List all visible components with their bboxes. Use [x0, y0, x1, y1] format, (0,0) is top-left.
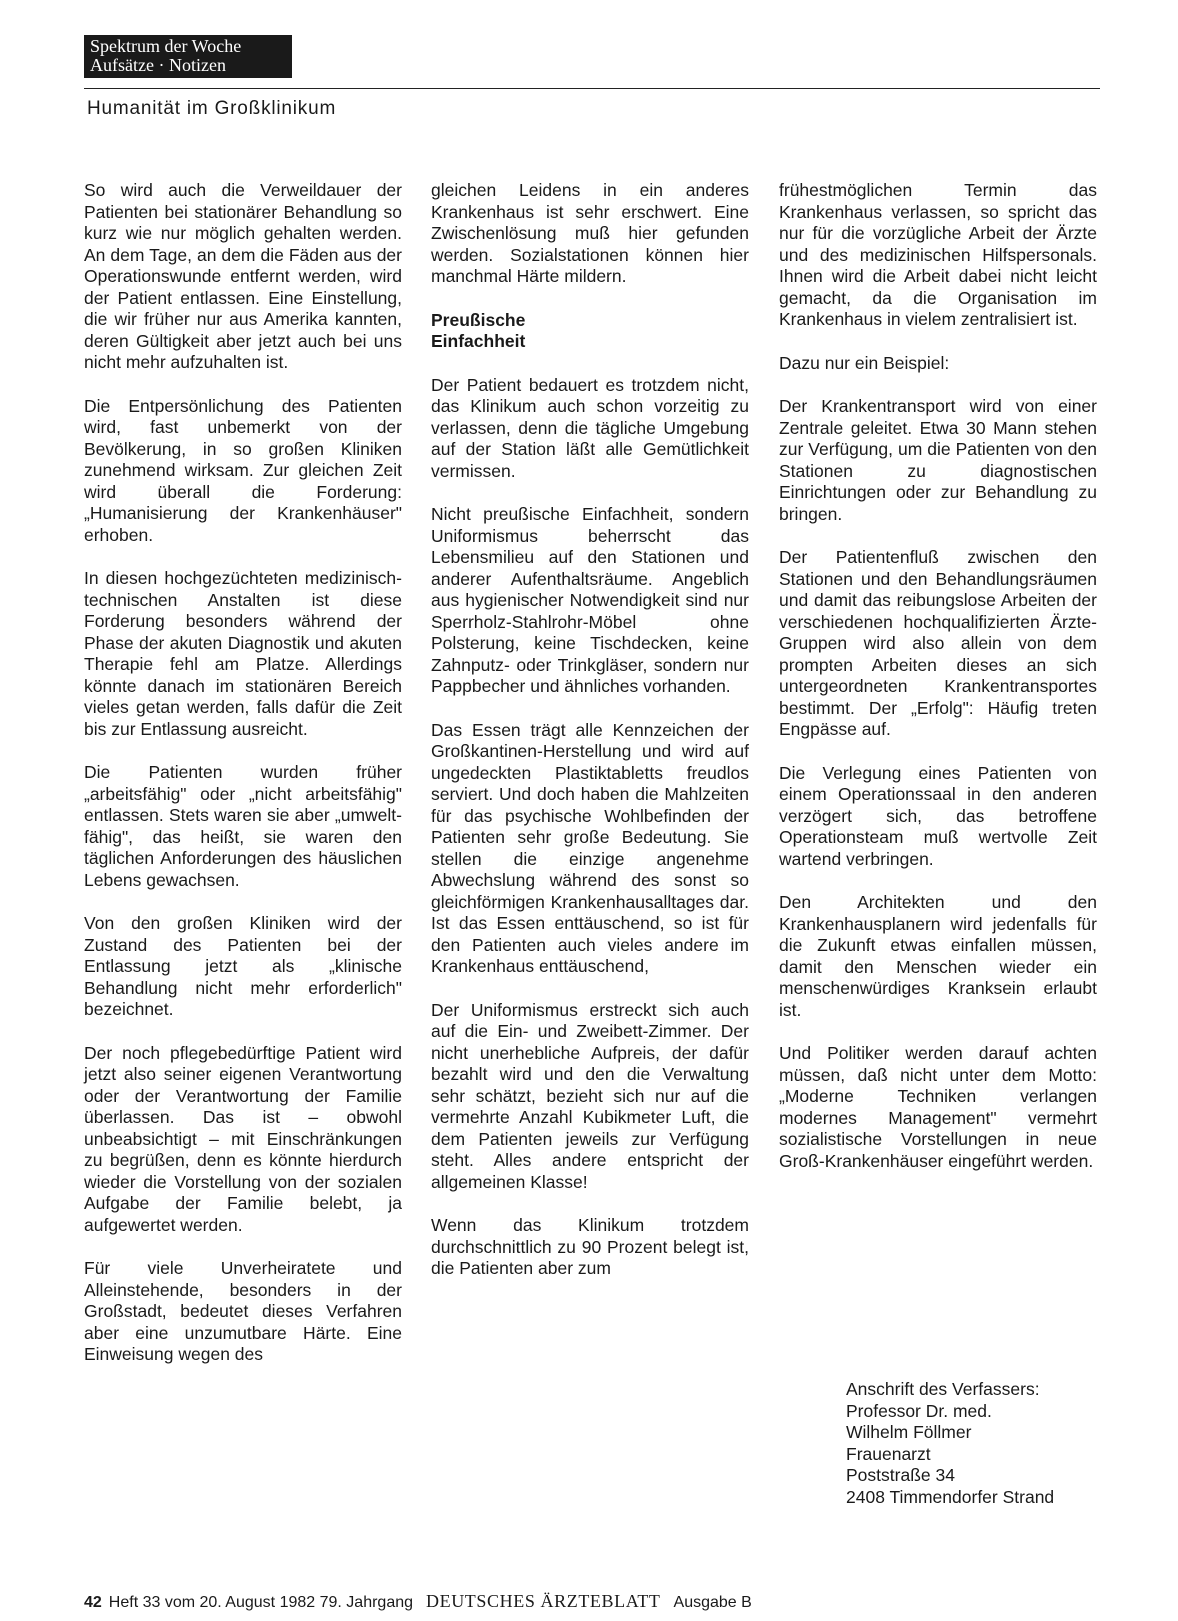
paragraph: Nicht preußische Einfachheit, sondern Uniformismus beherrscht das Lebensmilieu auf den Stationen und anderer Aufenthaltsräume. Angeblich aus hygienischer Notwendigkeit sind nur Sperrholz-Stahlrohr-Möbel ohne Polsterung, keine Tischdecken, keine Zahnputz- oder Trinkgläser, sondern nur Pappbecher und ähnliches vorhanden.	[431, 504, 749, 696]
paragraph: Der Uniformismus erstreckt sich auch auf die Ein- und Zweibett-Zimmer. Der nicht unerhebliche Aufpreis, der dafür bezahlt wird und den die Verwaltung sehr schätzt, bezieht sich nur auf die vermehrte Anzahl Kubikmeter Luft, die dem Patienten jeweils zur Verfügung steht. Alles andere entspricht der allgemeinen Klasse!	[431, 999, 749, 1192]
paragraph: Der Patient bedauert es trotzdem nicht, das Klinikum auch schon vorzeitig zu verlassen, denn die tägliche Umgebung auf der Station läßt alle Gemütlichkeit vermissen.	[431, 374, 749, 481]
author-address	[846, 1379, 1054, 1508]
section-heading	[431, 310, 749, 353]
issue-info: Heft 33 vom 20. August 1982 79. Jahrgang	[108, 1594, 414, 1611]
paragraph: Die Verlegung eines Patienten von einem Operationssaal in den anderen verzögert sich, das betroffene Operationsteam muß wertvolle Zeit wartend verbringen.	[779, 762, 1097, 869]
paragraph: Dazu nur ein Beispiel:	[779, 352, 950, 373]
paragraph: Das Essen trägt alle Kennzeichen der Großkantinen-Herstellung und wird auf ungedeckten Plastiktabletts freudlos serviert. Und doch haben die Mahlzeiten für das psychische Wohlbefinden der Patienten sehr große Bedeutung. Sie stellen die einzige angenehme Abwechslung während des sonst so gleichförmigen Krankenhausalltages dar. Ist das Essen enttäuschend, so ist für den Patienten auch vieles andere im Krankenhaus enttäuschend,	[431, 719, 749, 976]
section-heading-line1: Preußische	[431, 309, 526, 330]
column-2	[431, 180, 749, 1302]
address-line: Frauenarzt	[846, 1443, 931, 1464]
header-rule	[84, 88, 1100, 89]
address-line: Poststraße 34	[846, 1465, 955, 1485]
paragraph: Und Politiker werden darauf achten müssen, daß nicht unter dem Motto: „Moderne Techniken verlangen modernes Management" vermehrt sozialistische Vorstellungen in neue Groß-Krankenhäuser eingeführt werden.	[779, 1043, 1097, 1171]
section-label-line1: Spektrum der Woche	[90, 36, 242, 56]
paragraph: Den Architekten und den Krankenhausplanern wird jedenfalls für die Zukunft etwas einfallen müssen, damit den Menschen wieder ein menschenwürdiges Kranksein erlaubt ist.	[779, 892, 1097, 1020]
address-line: 2408 Timmendorfer Strand	[846, 1486, 1055, 1507]
paragraph: gleichen Leidens in ein anderes Krankenhaus ist sehr erschwert. Eine Zwischenlösung muß hier gefunden werden. Sozialstationen können hier manchmal Härte mildern.	[431, 180, 749, 286]
page-title: Humanität im Großklinikum	[87, 98, 337, 119]
address-line: Anschrift des Verfassers:	[846, 1379, 1040, 1399]
column-3	[779, 180, 1097, 1194]
paragraph: Der Patientenfluß zwischen den Stationen und den Behandlungsräumen und damit das reibungslose Arbeiten der verschiedenen hochqualifizierten Ärzte-Gruppen wird also allein von dem prompten Arbeiten dieses an sich untergeordneten Krankentransportes bestimmt. Der „Erfolg": Häufig treten Engpässe auf.	[779, 547, 1097, 739]
paragraph: In diesen hochgezüchteten medizinisch-technischen Anstalten ist diese Forderung besonders während der Phase der akuten Diagnostik und akuten Therapie fehl am Platze. Allerdings könnte danach im stationären Bereich vieles getan werden, falls dafür die Zeit bis zur Entlassung ausreicht.	[84, 568, 402, 739]
column-1	[84, 180, 402, 1388]
paragraph: Die Entpersönlichung des Patienten wird, fast unbemerkt von der Bevölkerung, in so großen Kliniken zunehmend wirksam. Zur gleichen Zeit wird überall die Forderung: „Humanisierung der Krankenhäuser" erhoben.	[84, 395, 402, 545]
edition-label: Ausgabe B	[673, 1594, 752, 1611]
page-footer	[84, 1591, 752, 1612]
paragraph: frühestmöglichen Termin das Krankenhaus verlassen, so spricht das nur für die vorzügliche Arbeit der Ärzte und des medizinischen Hilfspersonals. Ihnen wird die Arbeit dabei nicht leicht gemacht, da die Organisation im Krankenhaus in vielem zentralisiert ist.	[779, 180, 1097, 329]
section-label-line2: Aufsätze · Notizen	[90, 55, 226, 75]
paragraph: Für viele Unverheiratete und Alleinstehende, besonders in der Großstadt, bedeutet dieses Verfahren aber eine unzumutbare Härte. Eine Einweisung wegen des	[84, 1258, 402, 1364]
paragraph: Wenn das Klinikum trotzdem durchschnittlich zu 90 Prozent belegt ist, die Patienten aber zum	[431, 1215, 749, 1278]
paragraph: Die Patienten wurden früher „arbeitsfähig" oder „nicht arbeitsfähig" entlassen. Stets waren sie aber „umwelt-fähig", das heißt, sie waren den täglichen Anforderungen des häuslichen Lebens gewachsen.	[84, 762, 402, 890]
address-line: Professor Dr. med.	[846, 1400, 992, 1421]
journal-name: DEUTSCHES ÄRZTEBLATT	[426, 1591, 661, 1611]
page-number: 42	[84, 1594, 102, 1611]
paragraph: Der Krankentransport wird von einer Zentrale geleitet. Etwa 30 Mann stehen zur Verfügung, um die Patienten von den Stationen zu diagnostischen Einrichtungen oder zur Behandlung zu bringen.	[779, 396, 1097, 524]
address-line: Wilhelm Föllmer	[846, 1422, 972, 1442]
paragraph: Der noch pflegebedürftige Patient wird jetzt also seiner eigenen Verantwortung oder der Verantwortung der Familie überlassen. Das ist – obwohl unbeabsichtigt – mit Einschränkungen zu begrüßen, denn es könnte hierdurch wieder die Vorstellung von der sozialen Aufgabe der Familie belebt, ja aufgewertet werden.	[84, 1042, 402, 1235]
section-label	[84, 35, 292, 78]
paragraph: Von den großen Kliniken wird der Zustand des Patienten bei der Entlassung jetzt als „klinische Behandlung nicht mehr erforderlich" bezeichnet.	[84, 913, 402, 1019]
section-heading-line2: Einfachheit	[431, 331, 526, 351]
paragraph: So wird auch die Verweildauer der Patienten bei stationärer Behandlung so kurz wie nur möglich gehalten werden. An dem Tage, an dem die Fäden aus der Operationswunde entfernt werden, wird der Patient entlassen. Eine Einstellung, die wir früher nur aus Amerika kannten, deren Gültigkeit aber jetzt auch bei uns nicht mehr aufzuhalten ist.	[84, 180, 402, 372]
